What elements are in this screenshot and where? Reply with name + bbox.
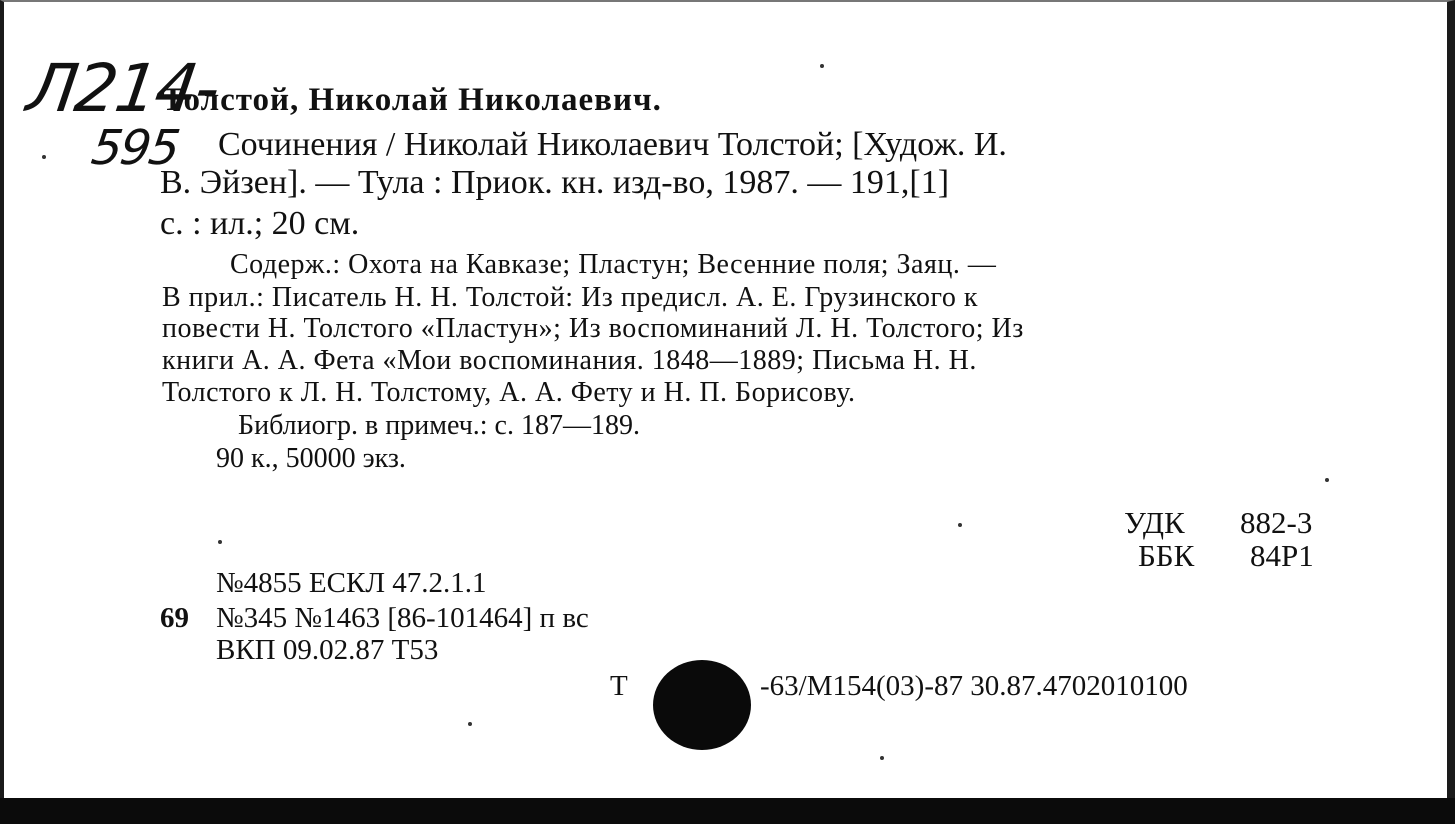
service-line-3: ВКП 09.02.87 Т53	[216, 634, 439, 666]
title-line-3: с. : ил.; 20 см.	[160, 205, 360, 242]
handwritten-call-number-top: Л214-	[22, 50, 223, 127]
copies-count: 90 к., 50000 экз.	[216, 443, 406, 474]
service-line-1: №4855 ЕСКЛ 47.2.1.1	[216, 567, 487, 599]
punch-hole	[653, 660, 751, 750]
price-prefix: Т	[610, 670, 628, 702]
handwritten-call-number-bottom: 595	[88, 120, 182, 176]
author-heading: Толстой, Николай Николаевич.	[162, 82, 662, 118]
contents-line-4: книги А. А. Фета «Мои воспоминания. 1848—1889; Письма Н. Н.	[162, 345, 977, 376]
contents-line-5: Толстого к Л. Н. Толстому, А. А. Фету и Н. П. Борисову.	[162, 377, 856, 408]
speck	[1325, 478, 1329, 482]
speck	[820, 64, 824, 68]
title-line-2: В. Эйзен]. — Тула : Приок. кн. изд-во, 1987. — 191,[1]	[160, 164, 950, 201]
price-code: -63/М154(03)-87 30.87.4702010100	[760, 670, 1188, 702]
speck	[42, 155, 46, 159]
contents-line-3: повести Н. Толстого «Пластун»; Из воспоминаний Л. Н. Толстого; Из	[162, 313, 1024, 344]
card-bottom-edge	[0, 798, 1455, 824]
service-line-2: №345 №1463 [86-101464] п вс	[216, 602, 589, 634]
speck	[218, 540, 222, 544]
contents-line-1: Содерж.: Охота на Кавказе; Пластун; Весенние поля; Заяц. —	[230, 249, 997, 280]
bibliography-note: Библиогр. в примеч.: с. 187—189.	[238, 410, 640, 441]
title-line-1: Сочинения / Николай Николаевич Толстой; [Худож. И.	[218, 126, 1007, 163]
udk-value: 882-3	[1240, 505, 1313, 540]
speck	[880, 756, 884, 760]
speck	[468, 722, 472, 726]
udk-label: УДК	[1124, 505, 1185, 540]
speck	[958, 523, 962, 527]
contents-line-2: В прил.: Писатель Н. Н. Толстой: Из предисл. А. Е. Грузинского к	[162, 282, 978, 313]
bbk-label: ББК	[1138, 538, 1195, 573]
service-line-2-prefix: 69	[160, 602, 189, 634]
bbk-value: 84Р1	[1250, 538, 1314, 573]
